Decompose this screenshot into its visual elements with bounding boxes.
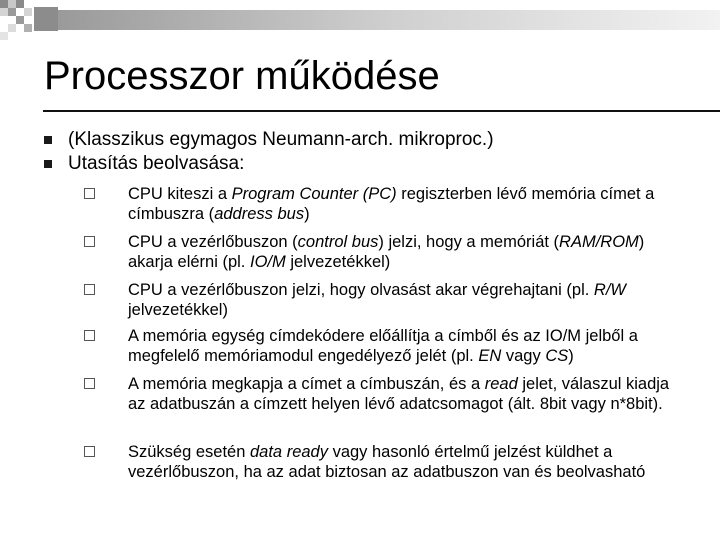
text-run: jelvezetékkel)	[285, 253, 391, 271]
italic-run: IO/M	[249, 253, 286, 271]
sub-bullet-text	[128, 184, 684, 224]
hollow-square-bullet-icon	[84, 446, 95, 457]
text-run: A memória megkapja a címet a címbuszán, és a	[128, 375, 485, 393]
slide-title: Processzor működése	[44, 54, 440, 98]
bullet-text: (Klasszikus egymagos Neumann-arch. mikroproc.)	[68, 129, 494, 150]
text-run: ) akarja elérni (pl.	[128, 233, 645, 271]
italic-run: Program Counter (PC)	[231, 185, 397, 203]
text-run: CPU a vezérlőbuszon (	[128, 233, 298, 251]
sub-bullet-text	[128, 374, 684, 414]
title-underline	[43, 110, 720, 112]
hollow-square-bullet-icon	[84, 284, 95, 295]
italic-run: address bus	[214, 205, 305, 223]
italic-run: EN	[478, 347, 502, 365]
sub-bullet-text	[128, 326, 684, 366]
sub-bullet-text	[128, 280, 684, 320]
text-run: jelvezetékkel)	[128, 301, 228, 319]
italic-run: R/W	[593, 281, 626, 299]
header-decoration	[0, 0, 720, 40]
text-run: )	[568, 347, 574, 365]
hollow-square-bullet-icon	[84, 188, 95, 199]
square-bullet-icon	[44, 160, 52, 168]
text-run: vagy	[501, 347, 546, 365]
text-run: CPU a vezérlőbuszon jelzi, hogy olvasást akar végrehajtani (pl.	[128, 281, 594, 299]
hollow-square-bullet-icon	[84, 378, 95, 389]
sub-bullet-text	[128, 232, 684, 272]
hollow-square-bullet-icon	[84, 330, 95, 341]
italic-run: control bus	[297, 233, 379, 251]
text-run: jelet, válaszul kiadja az adatbuszán a címzett helyen lévő adatcsomagot (ált. 8bit vagy n*8bit).	[128, 375, 670, 413]
text-run: vagy hasonló értelmű jelzést küldhet a vezérlőbuszon, ha az adat biztosan az adatbuszon van és beolvasható	[128, 443, 646, 481]
text-run: Szükség esetén	[128, 443, 250, 461]
italic-run: RAM/ROM	[559, 233, 639, 251]
text-run: )	[304, 205, 310, 223]
bullet-text: Utasítás beolvasása:	[68, 153, 245, 174]
hollow-square-bullet-icon	[84, 236, 95, 247]
italic-run: read	[484, 375, 518, 393]
italic-run: data ready	[250, 443, 328, 461]
italic-run: CS	[545, 347, 569, 365]
text-run: regiszterben lévő memória címet a címbuszra (	[128, 185, 655, 223]
square-bullet-icon	[44, 136, 52, 144]
text-run: ) jelzi, hogy a memóriát (	[378, 233, 560, 251]
sub-bullet-text	[128, 442, 684, 482]
text-run: CPU kiteszi a	[128, 185, 232, 203]
text-run: A memória egység címdekódere előállítja a címből és az IO/M jelből a megfelelő memóriamodul engedélyező jelét (pl.	[128, 327, 638, 365]
